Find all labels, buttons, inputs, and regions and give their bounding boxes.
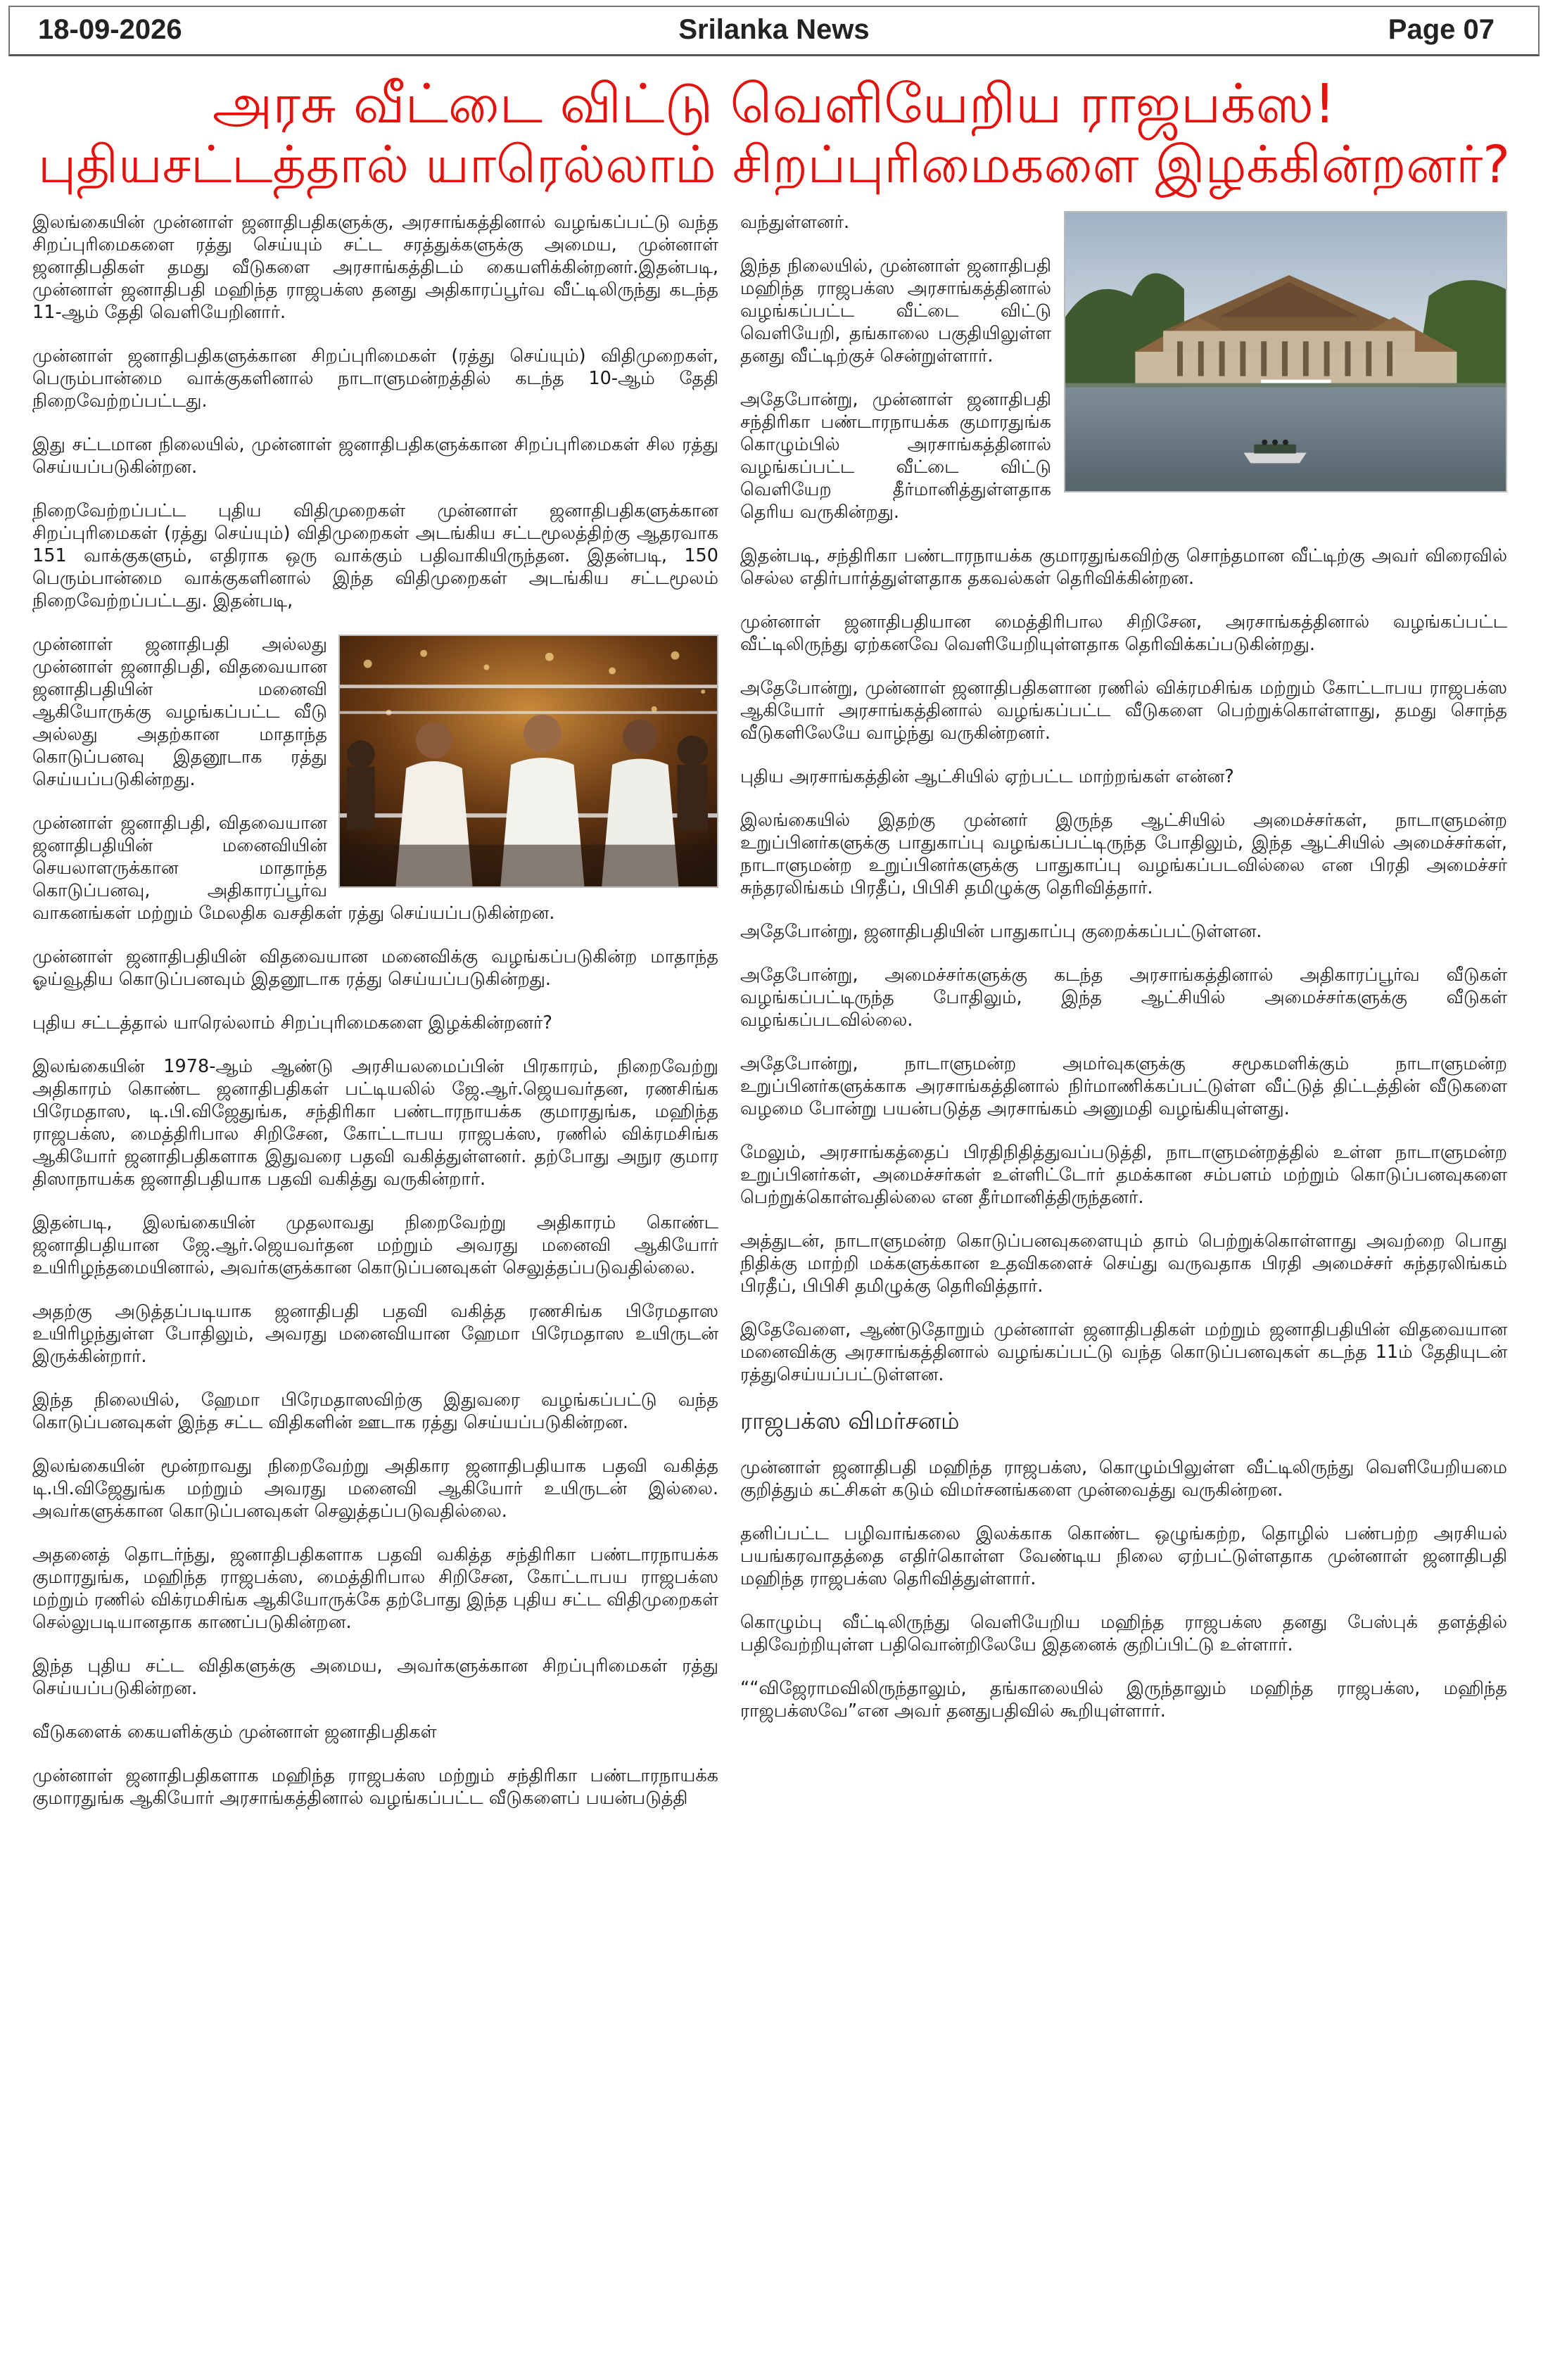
article-left-column	[32, 211, 718, 1831]
issue-date: 18-09-2026	[38, 14, 182, 45]
paragraph: இலங்கையின் முன்னாள் ஜனாதிபதிகளுக்கு, அரசாங்கத்தினால் வழங்கப்பட்டு வந்த சிறப்புரிமைகளை ரத்து செய்யும் சட்ட சரத்துக்களுக்கு அமைய, முன்னாள் ஜனாதிபதிகள் தமது வீடுகளை அரசாங்கத்திடம் கையளிக்கின்றனர்.இதன்படி, முன்னாள் ஜனாதிபதி மஹிந்த ராஜபக்ஸ தனது அதிகாரப்பூர்வ வீட்டிலிருந்து கடந்த 11-ஆம் தேதி வெளியேறினார்.	[32, 212, 718, 323]
paragraph: அதேபோன்று, நாடாளுமன்ற அமர்வுகளுக்கு சமூகமளிக்கும் நாடாளுமன்ற உறுப்பினர்களுக்காக அரசாங்கத்தினால் நிர்மாணிக்கப்பட்டுள்ள வீட்டுத் திட்டத்தின் வீடுகளை வழமை போன்று பயன்படுத்த அரசாங்கம் அனுமதி வழங்கியுள்ளது.	[740, 1053, 1507, 1119]
paragraph: இந்த நிலையில், முன்னாள் ஜனாதிபதி மஹிந்த ராஜபக்ஸ அரசாங்கத்தினால் வழங்கப்பட்ட வீட்டை விட்டு வெளியேறி, தங்காலை பகுதியிலுள்ள தனது வீட்டிற்குச் சென்றுள்ளார்.	[740, 255, 1051, 367]
paragraph: முன்னாள் ஜனாதிபதி அல்லது முன்னாள் ஜனாதிபதி, விதவையான ஜனாதிபதியின் மனைவி ஆகியோருக்கு வழங்கப்பட்ட வீடு அல்லது அதற்கான மாதாந்த கொடுப்பனவு இதனூடாக ரத்து செய்யப்படுகின்றது.	[32, 634, 327, 790]
paragraph: அதேபோன்று, ஜனாதிபதியின் பாதுகாப்பு குறைக்கப்பட்டுள்ளன.	[740, 921, 1262, 942]
section-heading: புதிய அரசாங்கத்தின் ஆட்சியில் ஏற்பட்ட மாற்றங்கள் என்ன?	[740, 766, 1234, 787]
page-header	[8, 6, 1540, 56]
section-heading: புதிய சட்டத்தால் யாரெல்லாம் சிறப்புரிமைகளை இழக்கின்றனர்?	[32, 1012, 552, 1033]
paragraph: முன்னாள் ஜனாதிபதியான மைத்திரிபால சிறிசேன, அரசாங்கத்தினால் வழங்கப்பட்ட வீட்டிலிருந்து ஏற்கனவே வெளியேறியுள்ளதாக தெரிவிக்கப்படுகின்றது.	[740, 611, 1507, 655]
paragraph: கொழும்பு வீட்டிலிருந்து வெளியேறிய மஹிந்த ராஜபக்ஸ தனது பேஸ்புக் தளத்தில் பதிவேற்றியுள்ள பதிவொன்றிலேயே இதனைக் குறிப்பிட்டு உள்ளார்.	[740, 1612, 1507, 1655]
paragraph: இது சட்டமான நிலையில், முன்னாள் ஜனாதிபதிகளுக்கான சிறப்புரிமைகள் சில ரத்து செய்யப்படுகின்றன.	[32, 434, 718, 478]
paragraph: முன்னாள் ஜனாதிபதிகளுக்கான சிறப்புரிமைகள் (ரத்து செய்யும்) விதிமுறைகள், பெரும்பான்மை வாக்குகளினால் நாடாளுமன்றத்தில் கடந்த 10-ஆம் தேதி நிறைவேற்றப்பட்டது.	[32, 345, 718, 412]
paragraph: அதற்கு அடுத்தப்படியாக ஜனாதிபதி பதவி வகித்த ரணசிங்க பிரேமதாஸ உயிரிழந்துள்ள போதிலும், அவரது மனைவியான ஹேமா பிரேமதாஸ உயிருடன் இருக்கின்றார்.	[32, 1301, 718, 1367]
paragraph: அதேபோன்று, அமைச்சர்களுக்கு கடந்த அரசாங்கத்தினால் அதிகாரப்பூர்வ வீடுகள் வழங்கப்பட்டிருந்த போதிலும், இந்த ஆட்சியில் அமைச்சர்களுக்கு வீடுகள் வழங்கப்படவில்லை.	[740, 965, 1507, 1031]
section-heading: வீடுகளைக் கையளிக்கும் முன்னாள் ஜனாதிபதிகள்	[32, 1722, 437, 1743]
paragraph: முன்னாள் ஜனாதிபதியின் விதவையான மனைவிக்கு வழங்கப்படுகின்ற மாதாந்த ஓய்வூதிய கொடுப்பனவும் இதனூடாக ரத்து செய்யப்படுகின்றது.	[32, 946, 718, 990]
publication-name: Srilanka News	[678, 14, 870, 45]
paragraph: இலங்கையின் மூன்றாவது நிறைவேற்று அதிகார ஜனாதிபதியாக பதவி வகித்த டி.பி.விஜேதுங்க மற்றும் அவரது மனைவி ஆகியோர் உயிருடன் இல்லை. அவர்களுக்கான கொடுப்பனவுகள் செலுத்தப்படுவதில்லை.	[32, 1456, 718, 1522]
paragraph: நிறைவேற்றப்பட்ட புதிய விதிமுறைகள் முன்னாள் ஜனாதிபதிகளுக்கான சிறப்புரிமைகள் (ரத்து செய்யும்) விதிமுறைகள் அடங்கிய சட்டமூலத்திற்கு ஆதரவாக 151 வாக்குகளும், எதிராக ஒரு வாக்கும் பதிவாகியிருந்தன. இதன்படி, 150 பெரும்பான்மை வாக்குகளினால் இந்த விதிமுறைகள் அடங்கிய சட்டமூலம் நிறைவேற்றப்பட்டது. இதன்படி,	[32, 500, 718, 611]
paragraph: இந்த புதிய சட்ட விதிகளுக்கு அமைய, அவர்களுக்கான சிறப்புரிமைகள் ரத்து செய்யப்படுகின்றன.	[32, 1655, 718, 1699]
paragraph: முன்னாள் ஜனாதிபதி, விதவையான ஜனாதிபதியின் மனைவியின் செயலாளருக்கான மாதாந்த கொடுப்பனவு, அதிகாரப்பூர்வ வாகனங்கள் மற்றும் மேலதிக வசதிகள் ரத்து செய்யப்படுகின்றன.	[32, 813, 555, 924]
paragraph: இதன்படி, இலங்கையின் முதலாவது நிறைவேற்று அதிகாரம் கொண்ட ஜனாதிபதியான ஜே.ஆர்.ஜெயவர்தன மற்றும் அவரது மனைவி ஆகியோர் உயிரிழந்தமையினால், அவர்களுக்கான கொடுப்பனவுகள் செலுத்தப்படுவதில்லை.	[32, 1212, 718, 1278]
parliament-photo	[1064, 211, 1507, 492]
paragraph: தனிப்பட்ட பழிவாங்கலை இலக்காக கொண்ட ஒழுங்கற்ற, தொழில் பண்பற்ற அரசியல் பயங்கரவாதத்தை எதிர்கொள்ள வேண்டிய நிலை ஏற்பட்டுள்ளதாக முன்னாள் ஜனாதிபதி மஹிந்த ராஜபக்ஸ தெரிவித்துள்ளார்.	[740, 1523, 1507, 1589]
subheading-rajapaksa-criticism: ராஜபக்ஸ விமர்சனம்	[740, 1407, 960, 1434]
paragraph: இலங்கையின் 1978-ஆம் ஆண்டு அரசியலமைப்பின் பிரகாரம், நிறைவேற்று அதிகாரம் கொண்ட ஜனாதிபதிகள் பட்டியலில் ஜே.ஆர்.ஜெயவர்தன, ரணசிங்க பிரேமதாஸ, டி.பி.விஜேதுங்க, சந்திரிகா பண்டாரநாயக்க குமாரதுங்க, மஹிந்த ராஜபக்ஸ, மைத்திரிபால சிறிசேன, கோட்டாபய ராஜபக்ஸ, ரணில் விக்ரமசிங்க ஆகியோர் ஜனாதிபதிகளாக இதுவரை பதவி வகித்துள்ளனர். தற்போது அநுர குமார திஸாநாயக்க ஜனாதிபதியாக பதவி வகித்து வருகின்றார்.	[32, 1056, 718, 1190]
paragraph: அதேபோன்று, முன்னாள் ஜனாதிபதிகளான ரணில் விக்ரமசிங்க மற்றும் கோட்டாபய ராஜபக்ஸ ஆகியோர் அரசாங்கத்தினால் வழங்கப்பட்ட வீடுகளை பெற்றுக்கொள்ளாது, தமது சொந்த வீடுகளிலேயே வாழ்ந்து வருகின்றனர்.	[740, 677, 1507, 744]
quote-paragraph: ““விஜேராமவிலிருந்தாலும், தங்காலையில் இருந்தாலும் மஹிந்த ராஜபக்ஸ, மஹிந்த ராஜபக்ஸவே”என அவர் தனதுபதிவில் கூறியுள்ளார்.	[740, 1678, 1507, 1722]
headline-line-2: புதியசட்டத்தால் யாரெல்லாம் சிறப்புரிமைகளை இழக்கின்றனர்?	[37, 135, 1511, 195]
paragraph: அத்துடன், நாடாளுமன்ற கொடுப்பனவுகளையும் தாம் பெற்றுக்கொள்ளாது அவற்றை பொது நிதிக்கு மாற்றி மக்களுக்கான உதவிகளைச் செய்து வருவதாக பிரதி அமைச்சர் சுந்தரலிங்கம் பிரதீப், பிபிசி தமிழுக்கு தெரிவித்தார்.	[740, 1230, 1507, 1297]
paragraph: அதேபோன்று, முன்னாள் ஜனாதிபதி சந்திரிகா பண்டாரநாயக்க குமாரதுங்க கொழும்பில் அரசாங்கத்தினால் வழங்கப்பட்ட வீட்டை விட்டு வெளியேற தீர்மானித்துள்ளதாக தெரிய வருகின்றது.	[740, 389, 1051, 523]
headline-line-1: அரசு வீட்டை விட்டு வெளியேறிய ராஜபக்ஸ!	[212, 73, 1336, 136]
former-presidents-photo	[338, 635, 718, 888]
paragraph: வந்துள்ளனர்.	[740, 212, 850, 233]
leaders-image	[340, 636, 717, 886]
paragraph: முன்னாள் ஜனாதிபதிகளாக மஹிந்த ராஜபக்ஸ மற்றும் சந்திரிகா பண்டாரநாயக்க குமாரதுங்க ஆகியோர் அரசாங்கத்தினால் வழங்கப்பட்ட வீடுகளைப் பயன்படுத்தி	[32, 1765, 718, 1809]
paragraph: இந்த நிலையில், ஹேமா பிரேமதாஸவிற்கு இதுவரை வழங்கப்பட்டு வந்த கொடுப்பனவுகள் இந்த சட்ட விதிகளின் ஊடாக ரத்து செய்யப்படுகின்றன.	[32, 1389, 718, 1433]
paragraph: முன்னாள் ஜனாதிபதி மஹிந்த ராஜபக்ஸ, கொழும்பிலுள்ள வீட்டிலிருந்து வெளியேறியமை குறித்தும் கட்சிகள் கடும் விமர்சனங்களை முன்வைத்து வருகின்றன.	[740, 1457, 1507, 1501]
page-number: Page 07	[1388, 14, 1495, 45]
paragraph: இதன்படி, சந்திரிகா பண்டாரநாயக்க குமாரதுங்கவிற்கு சொந்தமான வீட்டிற்கு அவர் விரைவில் செல்ல எதிர்பார்த்துள்ளதாக தகவல்கள் தெரிவிக்கின்றன.	[740, 545, 1507, 589]
paragraph: அதனைத் தொடர்ந்து, ஜனாதிபதிகளாக பதவி வகித்த சந்திரிகா பண்டாரநாயக்க குமாரதுங்க, மஹிந்த ராஜபக்ஸ, மைத்திரிபால சிறிசேன, கோட்டாபய ராஜபக்ஸ மற்றும் ரணில் விக்ரமசிங்க ஆகியோருக்கே தற்போது இந்த புதிய சட்ட விதிமுறைகள் செல்லுபடியானதாக காணப்படுகின்றன.	[32, 1544, 718, 1633]
article-right-column	[740, 211, 1507, 1743]
paragraph: இலங்கையில் இதற்கு முன்னர் இருந்த ஆட்சியில் அமைச்சர்கள், நாடாளுமன்ற உறுப்பினர்களுக்கு பாதுகாப்பு வழங்கப்பட்டிருந்த போதிலும், இந்த ஆட்சியில் அமைச்சர்கள், நாடாளுமன்ற உறுப்பினர்களுக்கு பாதுகாப்பு வழங்கப்படவில்லை என பிரதி அமைச்சர் சுந்தரலிங்கம் பிரதீப், பிபிசி தமிழுக்கு தெரிவித்தார்.	[740, 810, 1507, 898]
parliament-image	[1065, 212, 1506, 491]
paragraph: மேலும், அரசாங்கத்தைப் பிரதிநிதித்துவப்படுத்தி, நாடாளுமன்றத்தில் உள்ள நாடாளுமன்ற உறுப்பினர்கள், அமைச்சர்கள் உள்ளிட்டோர் தமக்கான சம்பளம் மற்றும் கொடுப்பனவுகளை பெற்றுக்கொள்வதில்லை என தீர்மானித்திருந்தனர்.	[740, 1142, 1507, 1208]
paragraph: இதேவேளை, ஆண்டுதோறும் முன்னாள் ஜனாதிபதிகள் மற்றும் ஜனாதிபதியின் விதவையான மனைவிக்கு அரசாங்கத்தினால் வழங்கப்பட்டு வந்த கொடுப்பனவுகள் கடந்த 11ம் தேதியுடன் ரத்துசெய்யப்பட்டுள்ளன.	[740, 1319, 1507, 1385]
